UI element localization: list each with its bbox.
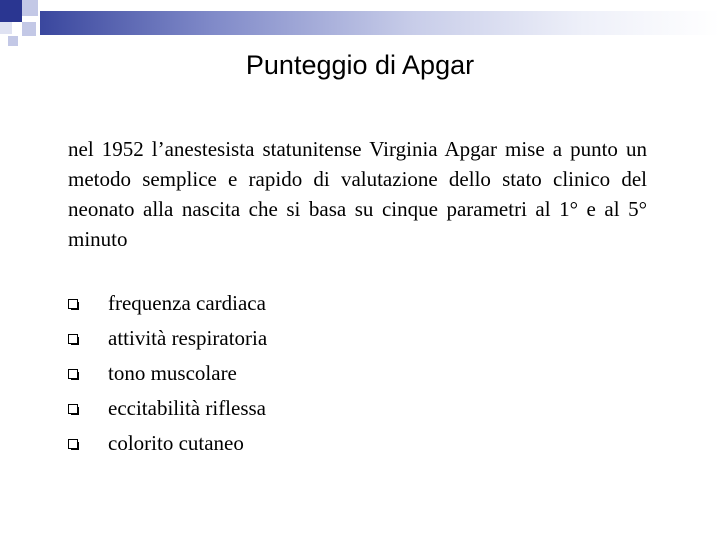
decor-square-light [22, 22, 36, 36]
list-item-label: colorito cutaneo [108, 431, 244, 455]
decor-square-dark [0, 0, 22, 22]
list-item-label: tono muscolare [108, 361, 237, 385]
square-bullet-icon [68, 369, 78, 379]
list-item [68, 356, 267, 391]
square-bullet-icon [68, 404, 78, 414]
slide-title: Punteggio di Apgar [245, 50, 475, 80]
parameter-list [68, 286, 267, 461]
decor-square-light [22, 0, 38, 16]
square-bullet-icon [68, 299, 78, 309]
list-item [68, 286, 267, 321]
header-gradient-banner [40, 11, 720, 35]
list-item-label: frequenza cardiaca [108, 291, 266, 315]
list-item [68, 426, 267, 461]
list-item-label: eccitabilità riflessa [108, 396, 267, 420]
intro-paragraph: nel 1952 l’anestesista statunitense Virginia Apgar mise a punto un metodo semplice e rapido di valutazione dello stato clinico del neonato alla nascita che si basa su cinque parametri al 1° e al 5° minuto [68, 137, 647, 251]
square-bullet-icon [68, 334, 78, 344]
decor-square-light [8, 36, 18, 46]
list-item-label: attività respiratoria [108, 326, 268, 350]
list-item [68, 321, 267, 356]
square-bullet-icon [68, 439, 78, 449]
list-item [68, 391, 267, 426]
decor-square-pale [0, 22, 12, 34]
